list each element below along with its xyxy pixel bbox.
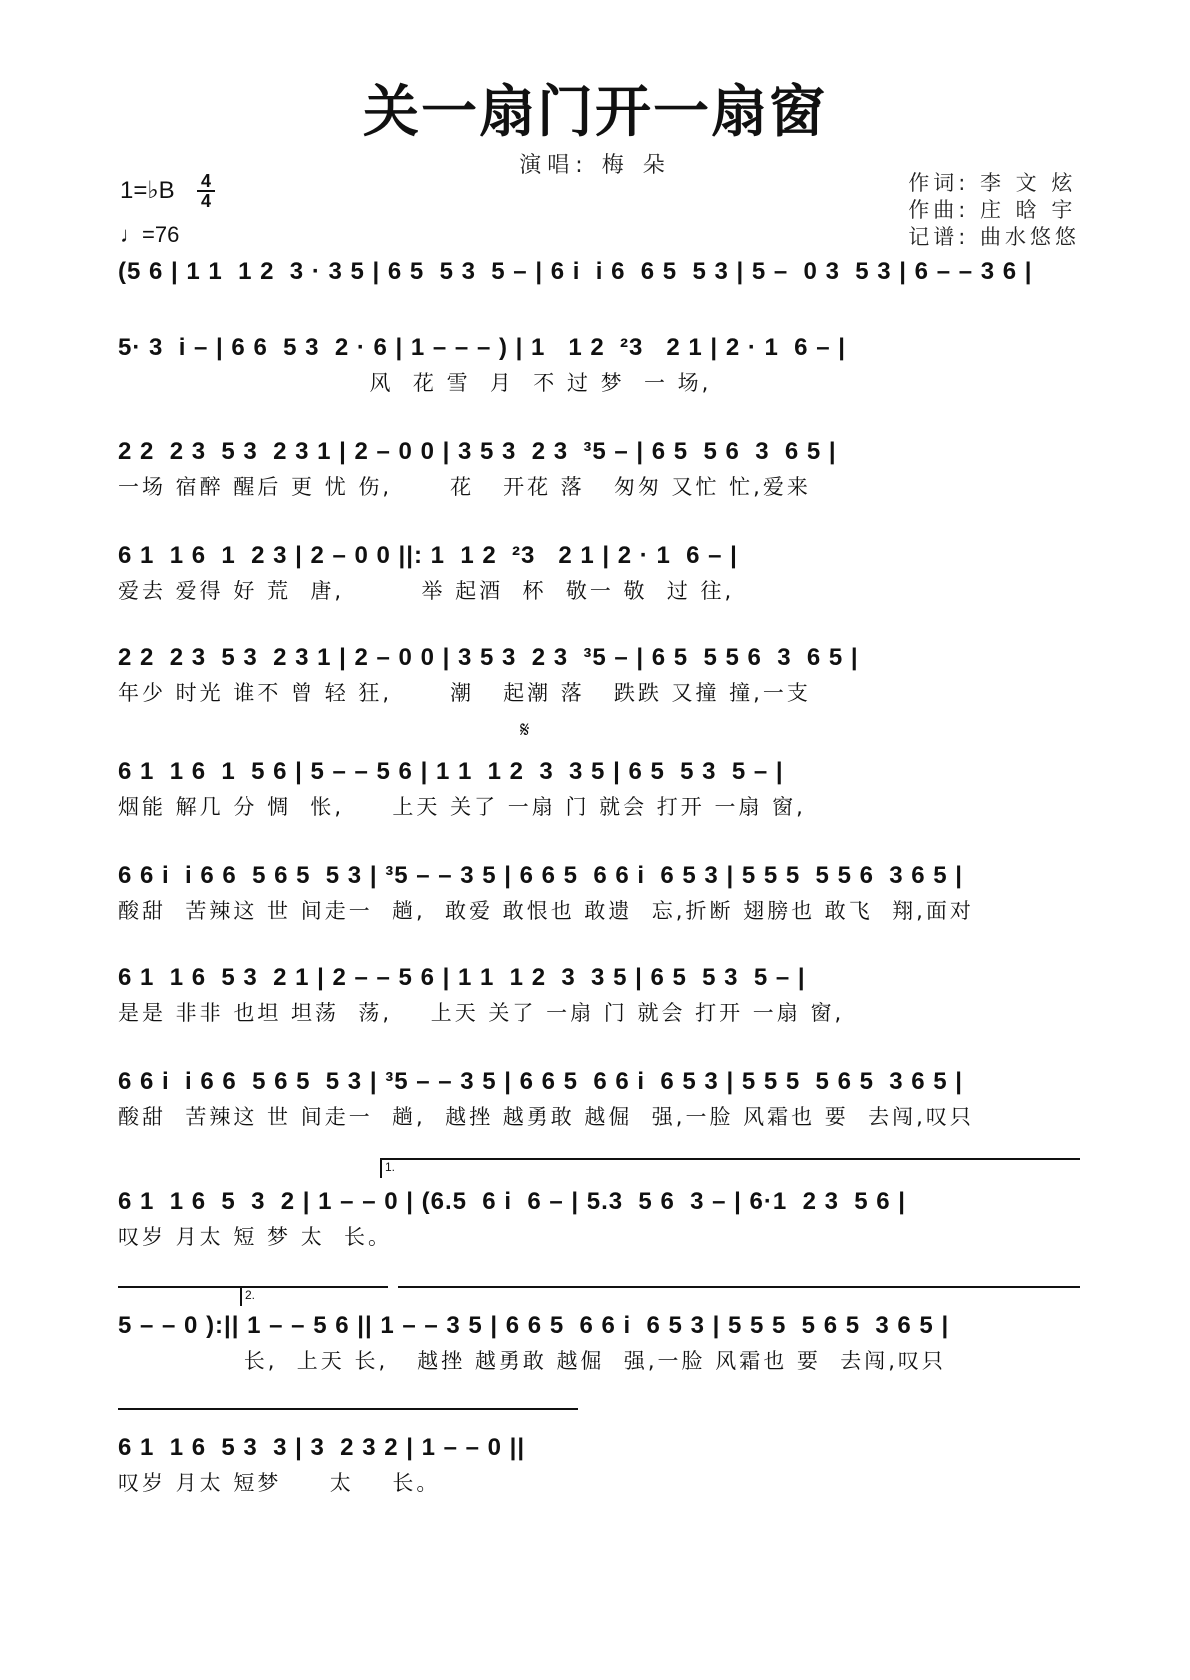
segno-sign: 𝄋	[520, 718, 530, 743]
song-title: 关一扇门开一扇窗	[363, 79, 827, 145]
notation-line: 6 6 i i 6 6 5 6 5 5 3 | ³5 – – 3 5 | 6 6 5 6 6 i 6 5 3 | 5 5 5 5 6 5 3 6 5 |	[118, 1068, 964, 1095]
score-row-11	[118, 1306, 1078, 1376]
score-row-7	[118, 856, 1078, 926]
time-signature	[195, 172, 217, 210]
lyric-line: 烟能 解几 分 惆 怅, 上天 关了 一扇 门 就会 打开 一扇 窗,	[118, 795, 806, 819]
score-row-1	[118, 252, 1078, 322]
lyric-line: 爱去 爱得 好 荒 唐, 举 起酒 杯 敬一 敬 过 往,	[118, 579, 735, 603]
notation-line: 6 1 1 6 5 3 2 | 1 – – 0 | (6.5 6 i 6 – | 5.3 5 6 3 – | 6·1 2 3 5 6 |	[118, 1188, 907, 1215]
notation-line: 2 2 2 3 5 3 2 3 1 | 2 – 0 0 | 3 5 3 2 3 ³5 – | 6 5 5 5 6 3 6 5 |	[118, 644, 859, 671]
composer-credit: 作曲: 庄 晗 宇	[908, 198, 1077, 222]
lyric-line: 是是 非非 也坦 坦荡 荡, 上天 关了 一扇 门 就会 打开 一扇 窗,	[118, 1001, 845, 1025]
coda-bracket	[398, 1286, 1080, 1288]
notation-line: 6 1 1 6 1 2 3 | 2 – 0 0 ||: 1 1 2 ²3 2 1 | 2 · 1 6 – |	[118, 542, 738, 569]
meter-top: 4	[200, 171, 211, 191]
score-row-9	[118, 1062, 1078, 1132]
lyric-line: 叹岁 月太 短梦 太 长。	[118, 1471, 441, 1495]
notation-line: 6 1 1 6 5 3 3 | 3 2 3 2 | 1 – – 0 ||	[118, 1434, 526, 1461]
singer-credit: 演唱: 梅 朵	[519, 153, 671, 178]
score-row-5	[118, 638, 1078, 708]
volta-2-bracket-spacer	[240, 1286, 386, 1288]
notation-line: 6 1 1 6 1 5 6 | 5 – – 5 6 | 1 1 1 2 3 3 5 | 6 5 5 3 5 – |	[118, 758, 784, 785]
notation-line: 6 1 1 6 5 3 2 1 | 2 – – 5 6 | 1 1 1 2 3 3 5 | 6 5 5 3 5 – |	[118, 964, 806, 991]
tempo-marking: ♩=76	[120, 222, 180, 247]
score-row-10	[118, 1182, 1078, 1252]
score-row-6	[118, 752, 1078, 822]
lyricist-credit: 作词: 李 文 炫	[908, 171, 1077, 195]
notation-line: 6 6 i i 6 6 5 6 5 5 3 | ³5 – – 3 5 | 6 6 5 6 6 i 6 5 3 | 5 5 5 5 5 6 3 6 5 |	[118, 862, 964, 889]
score-row-8	[118, 958, 1078, 1028]
lyric-line: 年少 时光 谁不 曾 轻 狂, 潮 起潮 落 跌跌 又撞 撞,一支	[118, 681, 811, 705]
credits-block	[908, 170, 1080, 251]
notation-line: 5· 3 i – | 6 6 5 3 2 · 6 | 1 – – – ) | 1 1 2 ²3 2 1 | 2 · 1 6 – |	[118, 334, 846, 361]
lyric-line	[118, 292, 1078, 322]
meter-bottom: 4	[200, 191, 211, 211]
lyric-line: 酸甜 苦辣这 世 间走一 趟, 越挫 越勇敢 越倔 强,一脸 风霜也 要 去闯,叹只	[118, 1105, 974, 1129]
score-row-4	[118, 536, 1078, 606]
lyric-line: 叹岁 月太 短 梦 太 长。	[118, 1225, 393, 1249]
volta-1-bracket	[380, 1158, 1080, 1160]
score-row-2	[118, 328, 1078, 398]
notation-line: 5 – – 0 ):|| 1 – – 5 6 || 1 – – 3 5 | 6 6 5 6 6 i 6 5 3 | 5 5 5 5 6 5 3 6 5 |	[118, 1312, 950, 1339]
volta-1-label: 1.	[380, 1160, 395, 1178]
score-row-3	[118, 432, 1078, 502]
lyric-line: 酸甜 苦辣这 世 间走一 趟, 敢爱 敢恨也 敢遗 忘,折断 翅膀也 敢飞 翔,面对	[118, 899, 974, 923]
lyric-line: 长, 上天 长, 越挫 越勇敢 越倔 强,一脸 风霜也 要 去闯,叹只	[118, 1349, 946, 1373]
lyric-line: 风 花 雪 月 不 过 梦 一 场,	[118, 371, 712, 395]
notation-line: 2 2 2 3 5 3 2 3 1 | 2 – 0 0 | 3 5 3 2 3 ³5 – | 6 5 5 6 3 6 5 |	[118, 438, 837, 465]
notation-line: (5 6 | 1 1 1 2 3 · 3 5 | 6 5 5 3 5 – | 6 i i 6 6 5 5 3 | 5 – 0 3 5 3 | 6 – – 3 6 |	[118, 258, 1033, 285]
volta-2-label: 2.	[240, 1288, 255, 1306]
ending-bracket	[118, 1408, 578, 1410]
lyric-line: 一场 宿醉 醒后 更 忧 伤, 花 开花 落 匆匆 又忙 忙,爱来	[118, 475, 811, 499]
transcriber-credit: 记谱: 曲水悠悠	[908, 225, 1080, 249]
score-row-12	[118, 1428, 1078, 1498]
key-signature: 1=♭B	[120, 177, 175, 204]
